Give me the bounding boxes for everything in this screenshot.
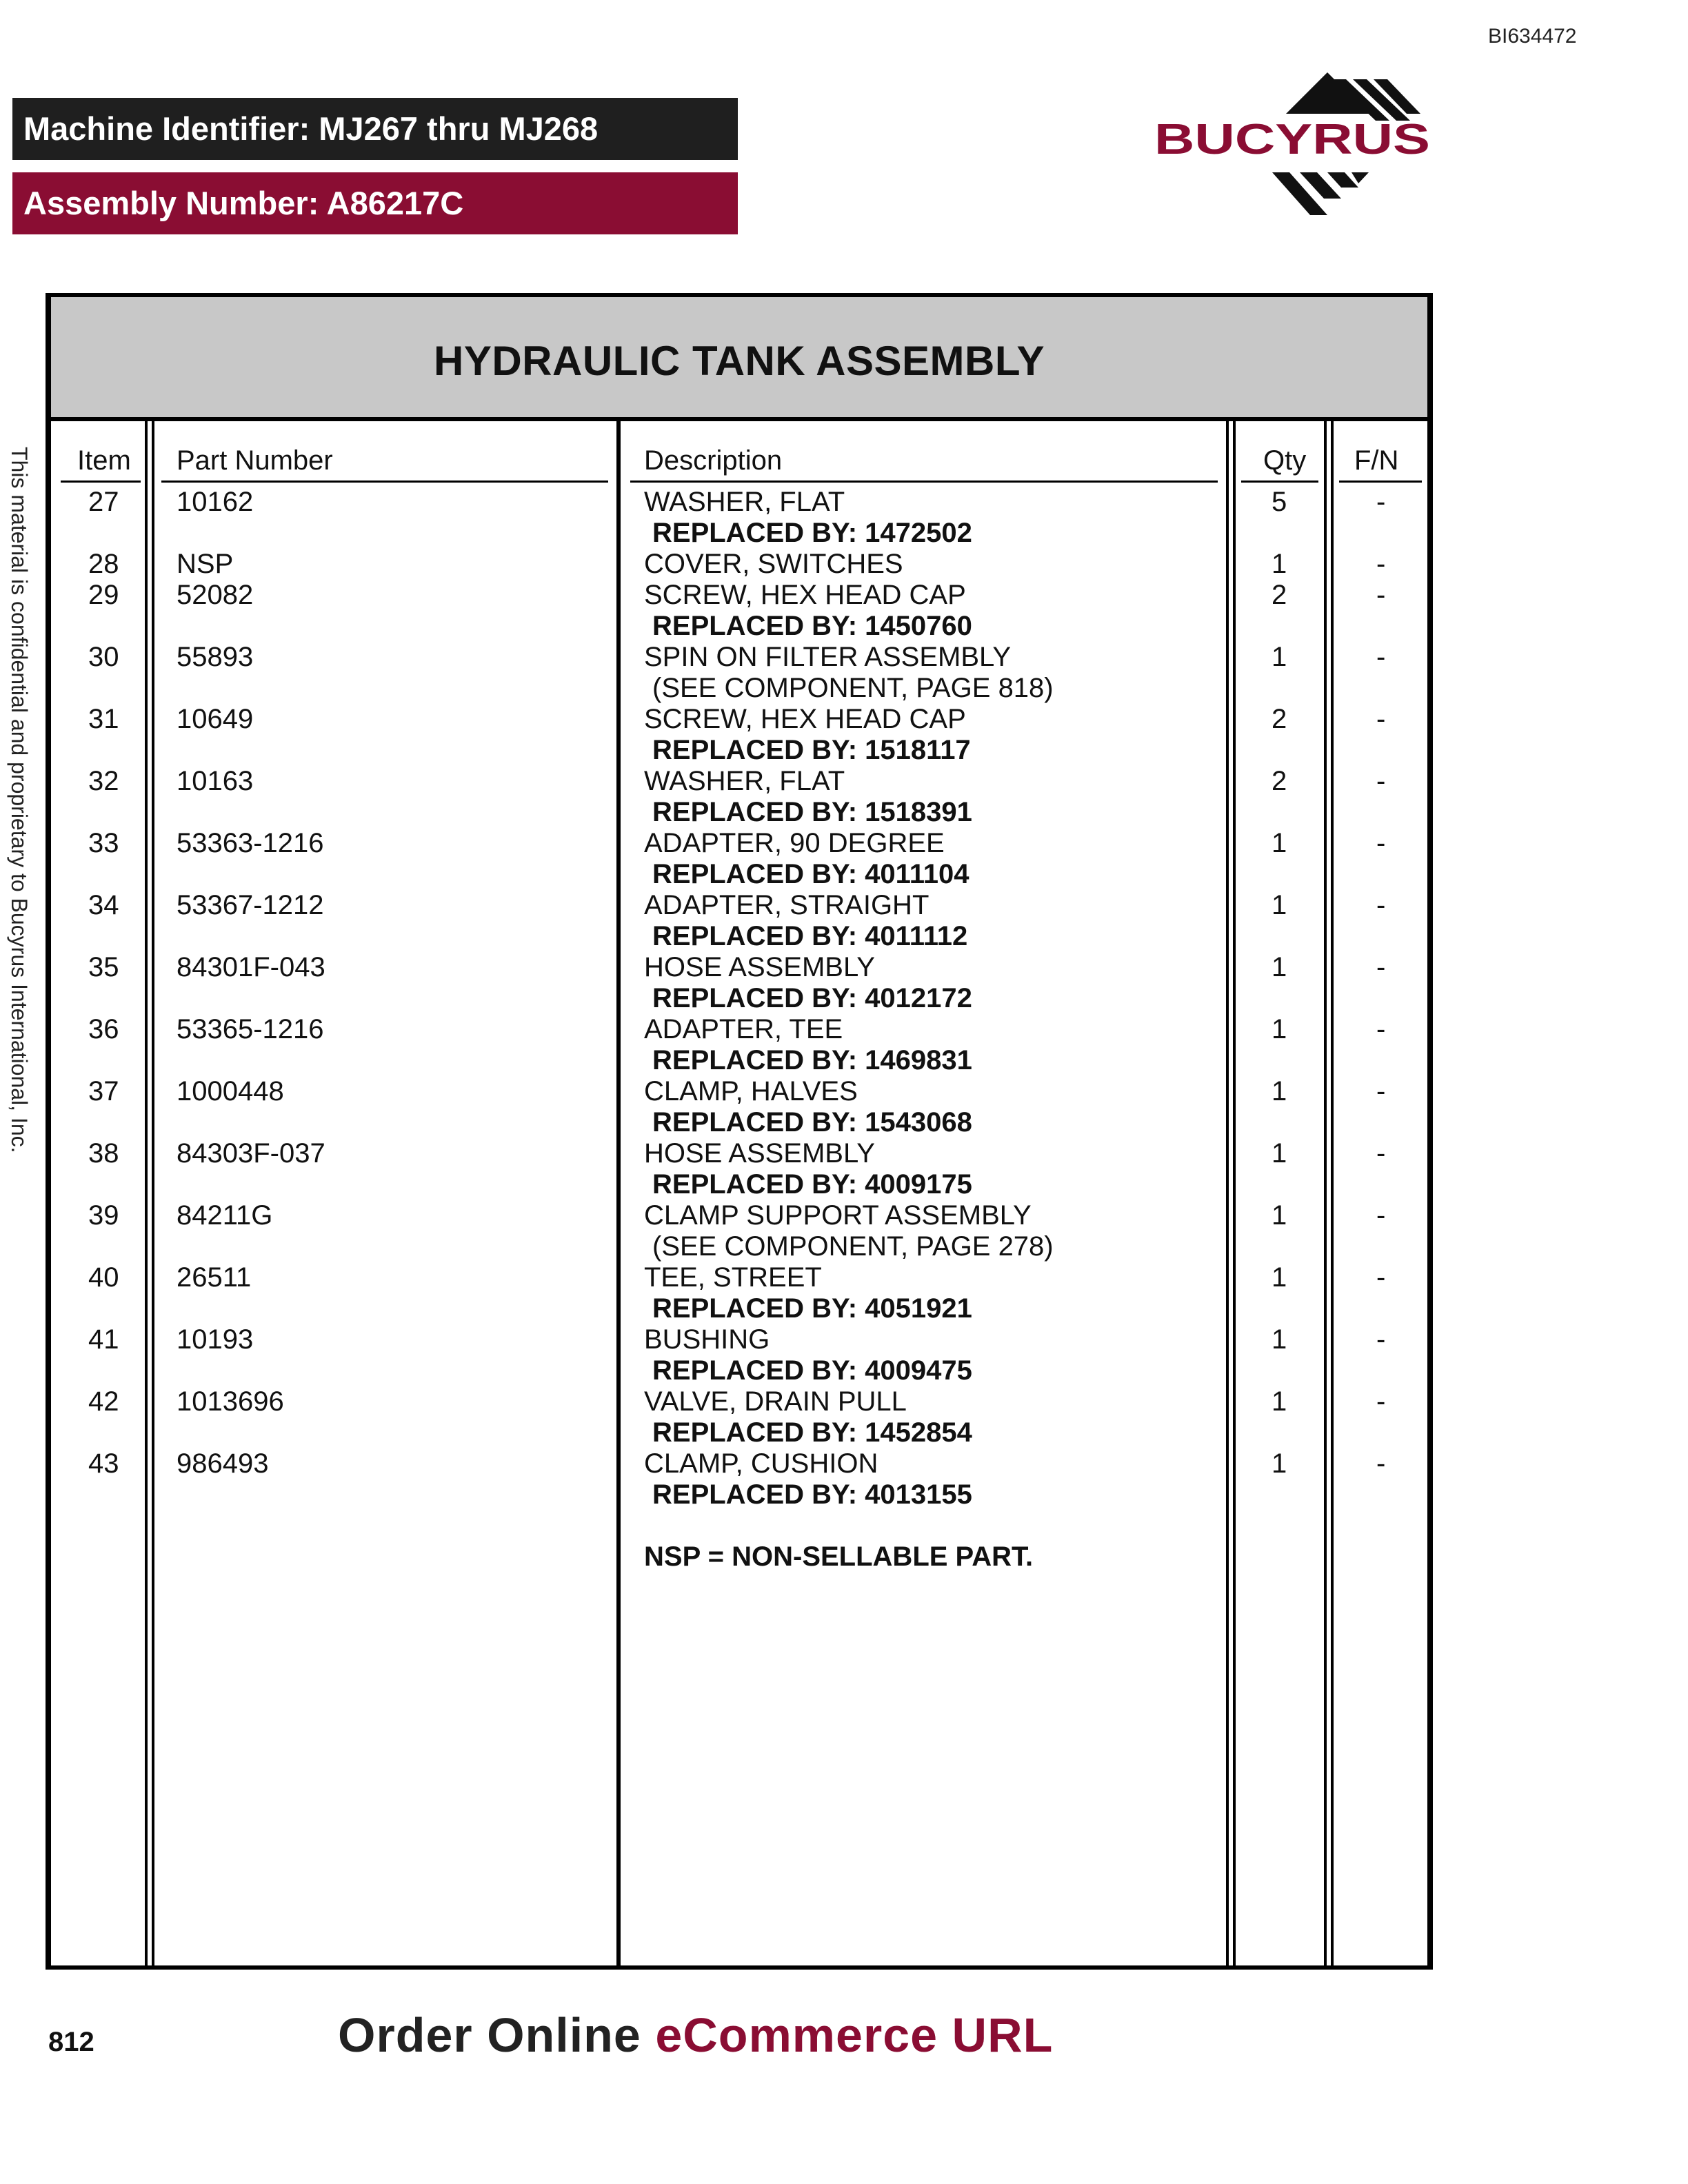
- replacement-note: REPLACED BY: 1452854: [652, 1417, 972, 1448]
- item-number: 38: [88, 1138, 119, 1169]
- quantity: 1: [1272, 1014, 1287, 1044]
- replacement-note: REPLACED BY: 4009475: [652, 1355, 972, 1386]
- quantity: 2: [1272, 580, 1287, 610]
- header-qty: Qty: [1241, 445, 1318, 483]
- quantity: 1: [1272, 1262, 1287, 1293]
- item-number: 29: [88, 580, 119, 610]
- item-number: 31: [88, 704, 119, 734]
- part-number: 1000448: [177, 1076, 284, 1106]
- assembly-number-band: Assembly Number: A86217C: [12, 172, 738, 234]
- quantity: 5: [1272, 487, 1287, 517]
- quantity: 1: [1272, 1076, 1287, 1106]
- description: [644, 487, 972, 549]
- part-number: 53365-1216: [177, 1014, 324, 1044]
- description-text: HOSE ASSEMBLY: [644, 1138, 875, 1169]
- item-number: 33: [88, 828, 119, 858]
- component-reference: (SEE COMPONENT, PAGE 278): [652, 1231, 1054, 1262]
- find-number: -: [1376, 828, 1386, 858]
- find-number: -: [1376, 1076, 1386, 1106]
- item-number: 35: [88, 952, 119, 982]
- description-text: CLAMP, CUSHION: [644, 1448, 878, 1479]
- item-number: 37: [88, 1076, 119, 1106]
- description: [644, 952, 972, 1014]
- description: [644, 1014, 972, 1076]
- find-number: -: [1376, 890, 1386, 920]
- description-text: BUSHING: [644, 1324, 770, 1355]
- description: [644, 828, 969, 890]
- header-part-number: Part Number: [161, 445, 608, 483]
- find-number: -: [1376, 704, 1386, 734]
- description-text: ADAPTER, STRAIGHT: [644, 890, 930, 920]
- description: [644, 1076, 972, 1138]
- footnote-nsp: NSP = NON-SELLABLE PART.: [644, 1541, 1034, 1572]
- quantity: 1: [1272, 1200, 1287, 1231]
- part-number: NSP: [177, 549, 234, 579]
- item-number: 32: [88, 766, 119, 796]
- find-number: -: [1376, 1200, 1386, 1231]
- item-number: 39: [88, 1200, 119, 1231]
- description: [644, 1386, 972, 1448]
- item-number: 36: [88, 1014, 119, 1044]
- description: [644, 1138, 972, 1200]
- description: [644, 890, 967, 952]
- description-text: CLAMP SUPPORT ASSEMBLY: [644, 1200, 1032, 1231]
- find-number: -: [1376, 1262, 1386, 1293]
- item-number: 34: [88, 890, 119, 920]
- find-number: -: [1376, 642, 1386, 672]
- part-number: 84301F-043: [177, 952, 325, 982]
- parts-table: [46, 293, 1433, 1970]
- part-number: 10193: [177, 1324, 254, 1355]
- description-text: VALVE, DRAIN PULL: [644, 1386, 907, 1417]
- description-text: CLAMP, HALVES: [644, 1076, 858, 1106]
- description-text: WASHER, FLAT: [644, 487, 845, 517]
- component-reference: (SEE COMPONENT, PAGE 818): [652, 673, 1054, 703]
- description-text: SPIN ON FILTER ASSEMBLY: [644, 642, 1011, 672]
- column-divider: [1324, 421, 1334, 1965]
- description: [644, 1262, 972, 1324]
- quantity: 1: [1272, 890, 1287, 920]
- description: [644, 1200, 1054, 1262]
- description: [644, 642, 1054, 704]
- part-number: 55893: [177, 642, 254, 672]
- part-number: 10163: [177, 766, 254, 796]
- document-id: BI634472: [1488, 25, 1577, 48]
- quantity: 2: [1272, 704, 1287, 734]
- replacement-note: REPLACED BY: 1469831: [652, 1045, 972, 1075]
- item-number: 30: [88, 642, 119, 672]
- column-divider: [616, 421, 621, 1965]
- find-number: -: [1376, 952, 1386, 982]
- replacement-note: REPLACED BY: 4012172: [652, 983, 972, 1013]
- description: [644, 766, 972, 828]
- quantity: 1: [1272, 952, 1287, 982]
- find-number: -: [1376, 1448, 1386, 1479]
- quantity: 1: [1272, 642, 1287, 672]
- description-text: WASHER, FLAT: [644, 766, 845, 796]
- machine-identifier-band: Machine Identifier: MJ267 thru MJ268: [12, 98, 738, 160]
- find-number: -: [1376, 1138, 1386, 1169]
- replacement-note: REPLACED BY: 1472502: [652, 518, 972, 548]
- replacement-note: REPLACED BY: 4051921: [652, 1293, 972, 1324]
- part-number: 10649: [177, 704, 254, 734]
- table-title: HYDRAULIC TANK ASSEMBLY: [51, 297, 1427, 421]
- part-number: 986493: [177, 1448, 269, 1479]
- header-item: Item: [61, 445, 141, 483]
- item-number: 27: [88, 487, 119, 517]
- part-number: 53367-1212: [177, 890, 324, 920]
- description: [644, 1448, 972, 1510]
- find-number: -: [1376, 487, 1386, 517]
- order-online-link[interactable]: [338, 2008, 1053, 2063]
- find-number: -: [1376, 1014, 1386, 1044]
- logo-wordmark: BUCYRUS: [1154, 116, 1430, 163]
- quantity: 1: [1272, 1324, 1287, 1355]
- description: [644, 580, 972, 642]
- description: [644, 1324, 972, 1386]
- item-number: 28: [88, 549, 119, 579]
- find-number: -: [1376, 549, 1386, 579]
- description-text: TEE, STREET: [644, 1262, 822, 1293]
- find-number: -: [1376, 1324, 1386, 1355]
- find-number: -: [1376, 766, 1386, 796]
- replacement-note: REPLACED BY: 1543068: [652, 1107, 972, 1138]
- item-number: 43: [88, 1448, 119, 1479]
- part-number: 52082: [177, 580, 254, 610]
- part-number: 10162: [177, 487, 254, 517]
- ecommerce-url-text: eCommerce URL: [655, 2008, 1054, 2062]
- description-text: ADAPTER, 90 DEGREE: [644, 828, 945, 858]
- replacement-note: REPLACED BY: 4009175: [652, 1169, 972, 1200]
- replacement-note: REPLACED BY: 1518391: [652, 797, 972, 827]
- find-number: -: [1376, 580, 1386, 610]
- page-number: 812: [48, 2027, 94, 2057]
- part-number: 1013696: [177, 1386, 284, 1417]
- header-description: Description: [630, 445, 1218, 483]
- replacement-note: REPLACED BY: 4011104: [652, 859, 969, 889]
- replacement-note: REPLACED BY: 1518117: [652, 735, 971, 765]
- quantity: 1: [1272, 1448, 1287, 1479]
- part-number: 53363-1216: [177, 828, 324, 858]
- part-number: 84211G: [177, 1200, 273, 1231]
- description-text: COVER, SWITCHES: [644, 549, 903, 579]
- quantity: 1: [1272, 1138, 1287, 1169]
- replacement-note: REPLACED BY: 4011112: [652, 921, 968, 951]
- description: [644, 549, 903, 580]
- find-number: -: [1376, 1386, 1386, 1417]
- bucyrus-logo: [1152, 69, 1441, 241]
- replacement-note: REPLACED BY: 4013155: [652, 1479, 972, 1510]
- item-number: 42: [88, 1386, 119, 1417]
- item-number: 41: [88, 1324, 119, 1355]
- item-number: 40: [88, 1262, 119, 1293]
- quantity: 1: [1272, 1386, 1287, 1417]
- part-number: 26511: [177, 1262, 252, 1293]
- quantity: 2: [1272, 766, 1287, 796]
- description-text: SCREW, HEX HEAD CAP: [644, 580, 966, 610]
- description-text: ADAPTER, TEE: [644, 1014, 843, 1044]
- column-divider: [1226, 421, 1236, 1965]
- order-online-text: Order Online: [338, 2008, 641, 2062]
- description-text: SCREW, HEX HEAD CAP: [644, 704, 966, 734]
- replacement-note: REPLACED BY: 1450760: [652, 611, 972, 641]
- column-divider: [145, 421, 154, 1965]
- description-text: HOSE ASSEMBLY: [644, 952, 875, 982]
- quantity: 1: [1272, 828, 1287, 858]
- quantity: 1: [1272, 549, 1287, 579]
- description: [644, 704, 971, 766]
- part-number: 84303F-037: [177, 1138, 325, 1169]
- header-fn: F/N: [1339, 445, 1422, 483]
- confidentiality-note: This material is confidential and proprietary to Bucyrus International, Inc.: [7, 447, 32, 1153]
